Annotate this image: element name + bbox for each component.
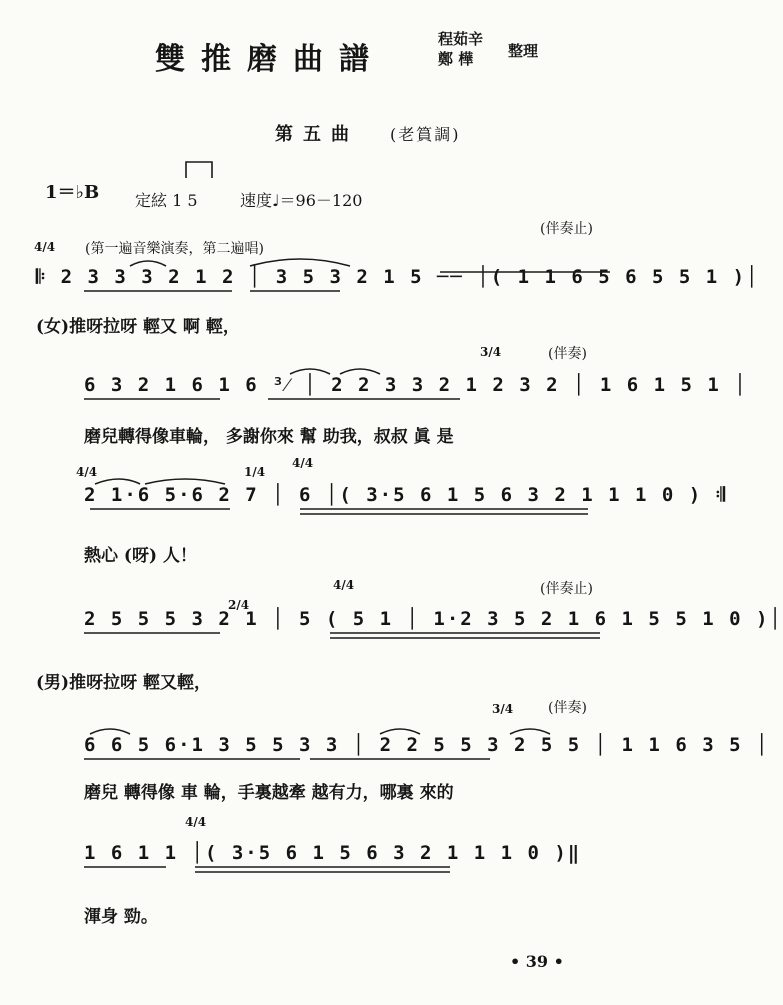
slur [250,259,350,266]
slur [95,479,140,484]
notation-line: 2 5 5 5 3 2 1 │ 5 ( 5 1 │ 1·2 3 5 2 1 6 1 5 5 1 0 )│ [84,608,783,630]
accompaniment-note: (伴奏止) [540,581,593,597]
time-signature: 4/4 [34,240,56,254]
page-number: • 39 • [510,952,564,971]
arranger-name-2: 鄭 樺 [438,50,474,68]
time-signature: 4/4 [333,578,355,592]
slur [130,261,166,266]
time-signature: 1/4 [244,465,266,479]
time-signature: 3/4 [492,702,514,716]
performance-note: (第一遍音樂演奏，第二遍唱) [85,241,264,257]
time-signature: 2/4 [228,598,250,612]
tuning-bracket [186,162,212,178]
arranged-label: 整理 [508,42,539,60]
time-signature: 4/4 [292,456,314,470]
section-note: (老篔調) [390,125,461,144]
slur [340,369,380,374]
slur [510,729,550,734]
accompaniment-note: (伴奏) [548,346,587,362]
time-signature: 3/4 [480,345,502,359]
tuning-note: 定絃 1 5 [135,191,198,210]
lyrics-line: (女)推呀拉呀 輕又 啊 輕， [36,317,240,337]
slur [90,729,130,734]
notation-line: 1 6 1 1 │( 3·5 6 1 5 6 3 2 1 1 1 0 )‖ [84,842,582,864]
notation-line: 2 1·6 5·6 2 7 │ 6 │( 3·5 6 1 5 6 3 2 1 1 1 0 ) 𝄇 [84,484,727,506]
key-signature: 1＝♭B [45,182,100,203]
time-signature: 4/4 [76,465,98,479]
notation-line: 𝄆 2 3 3 3 2 1 2 │ 3 5 3 2 1 5 ── │( 1 1 6 5 6 5 5 1 )│ [36,266,760,288]
arranger-name-1: 程茹辛 [438,30,484,48]
tempo-mark: 速度♩＝96－120 [240,191,363,210]
lyrics-line: (男)推呀拉呀 輕又輕， [36,673,212,693]
lyrics-line: 磨兒 轉得像 車 輪，手裏越牽 越有力，哪裏 來的 [84,783,454,803]
accompaniment-note: (伴奏) [548,700,587,716]
notation-line: 6 3 2 1 6 1 6 ³⁄ │ 2 2 3 3 2 1 2 3 2 │ 1 6 1 5 1 │ [84,374,748,396]
slur [290,369,330,374]
lyrics-line: 熱心 (呀) 人！ [84,546,197,566]
slur [380,729,420,734]
notation-line: 6 6 5 6·1 3 5 5 3 3 │ 2 2 5 5 3 2 5 5 │ 1 1 6 3 5 │ [84,734,770,756]
lyrics-line: 渾身 勁。 [84,907,158,927]
lyrics-line: 磨兒轉得像車輪， 多謝你來 幫 助我，叔叔 眞 是 [84,427,454,447]
section-title: 第五曲 [275,124,359,145]
accompaniment-note: (伴奏止) [540,221,593,237]
slur [145,479,225,484]
page-title: 雙推磨曲譜 [155,42,385,77]
time-signature: 4/4 [185,815,207,829]
